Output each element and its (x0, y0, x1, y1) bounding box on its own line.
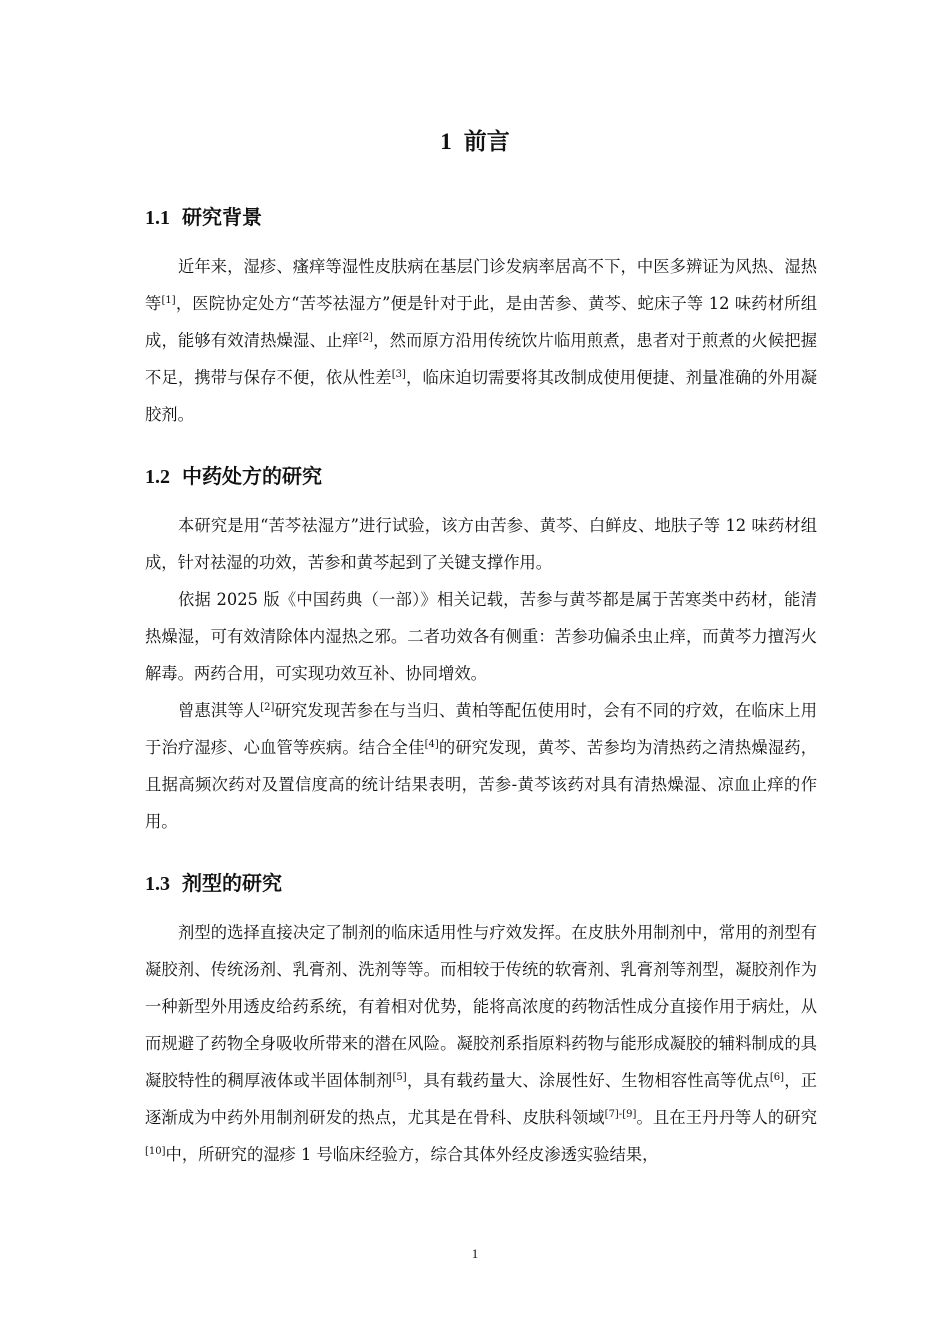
paragraph: 依据 2025 版《中国药典（一部）》相关记载，苦参与黄芩都是属于苦寒类中药材，能清热燥湿，可有效清除体内湿热之邪。二者功效各有侧重：苦参功偏杀虫止痒，而黄芩力擅泻火解毒。两药合用，可实现功效互补、协同增效。 (145, 590, 817, 683)
citation: [4] (424, 739, 439, 750)
section-number: 1.1 (145, 207, 170, 229)
citation: [10] (145, 1146, 166, 1157)
paragraph: 曾惠淇等人[2]研究发现苦参在与当归、黄柏等配伍使用时，会有不同的疗效，在临床上用于治疗湿疹、心血管等疾病。结合全佳[4]的研究发现，黄芩、苦参均为清热药之清热燥湿药，且据高频次药对及置信度高的统计结果表明，苦参-黄芩该药对具有清热燥湿、凉血止痒的作用。 (145, 701, 817, 831)
chapter-heading (0, 122, 950, 162)
chapter-number: 1 (440, 129, 452, 154)
paragraph: 近年来，湿疹、瘙痒等湿性皮肤病在基层门诊发病率居高不下，中医多辨证为风热、湿热等[1]，医院协定处方“苦芩祛湿方”便是针对于此，是由苦参、黄芩、蛇床子等 12 味药材所组成，能够有效清热燥湿、止痒[2]，然而原方沿用传统饮片临用煎煮，患者对于煎煮的火候把握不足，携带与保存不便，依从性差[3]，临床迫切需要将其改制成使用便捷、剂量准确的外用凝胶剂。 (145, 257, 817, 424)
citation: [3] (391, 369, 406, 380)
citation: [1] (161, 295, 176, 306)
citation: [6] (769, 1072, 784, 1083)
page-number: 1 (471, 1246, 479, 1261)
section-number: 1.3 (145, 873, 170, 895)
citation: [7]-[9] (604, 1109, 637, 1120)
section-number: 1.2 (145, 466, 170, 488)
section-heading-1-2 (145, 458, 322, 495)
section-title: 剂型的研究 (182, 871, 282, 895)
paragraph: 剂型的选择直接决定了制剂的临床适用性与疗效发挥。在皮肤外用制剂中，常用的剂型有凝胶剂、传统汤剂、乳膏剂、洗剂等等。而相较于传统的软膏剂、乳膏剂等剂型，凝胶剂作为一种新型外用透皮给药系统，有着相对优势，能将高浓度的药物活性成分直接作用于病灶，从而规避了药物全身吸收所带来的潜在风险。凝胶剂系指原料药物与能形成凝胶的辅料制成的具凝胶特性的稠厚液体或半固体制剂[5]，具有载药量大、涂展性好、生物相容性高等优点[6]，正逐渐成为中药外用制剂研发的热点，尤其是在骨科、皮肤科领域[7]-[9]。且在王丹丹等人的研究[10]中，所研究的湿疹 1 号临床经验方，综合其体外经皮渗透实验结果， (145, 923, 817, 1164)
section-heading-1-3 (145, 865, 282, 902)
citation: [2] (260, 702, 275, 713)
citation: [2] (358, 332, 373, 343)
paragraph: 本研究是用“苦芩祛湿方”进行试验，该方由苦参、黄芩、白鲜皮、地肤子等 12 味药材组成，针对祛湿的功效，苦参和黄芩起到了关键支撑作用。 (145, 516, 817, 572)
citation: [5] (392, 1072, 407, 1083)
section-heading-1-1 (145, 199, 262, 236)
section-title: 研究背景 (182, 205, 262, 229)
chapter-title: 前言 (463, 128, 510, 155)
section-title: 中药处方的研究 (182, 464, 322, 488)
